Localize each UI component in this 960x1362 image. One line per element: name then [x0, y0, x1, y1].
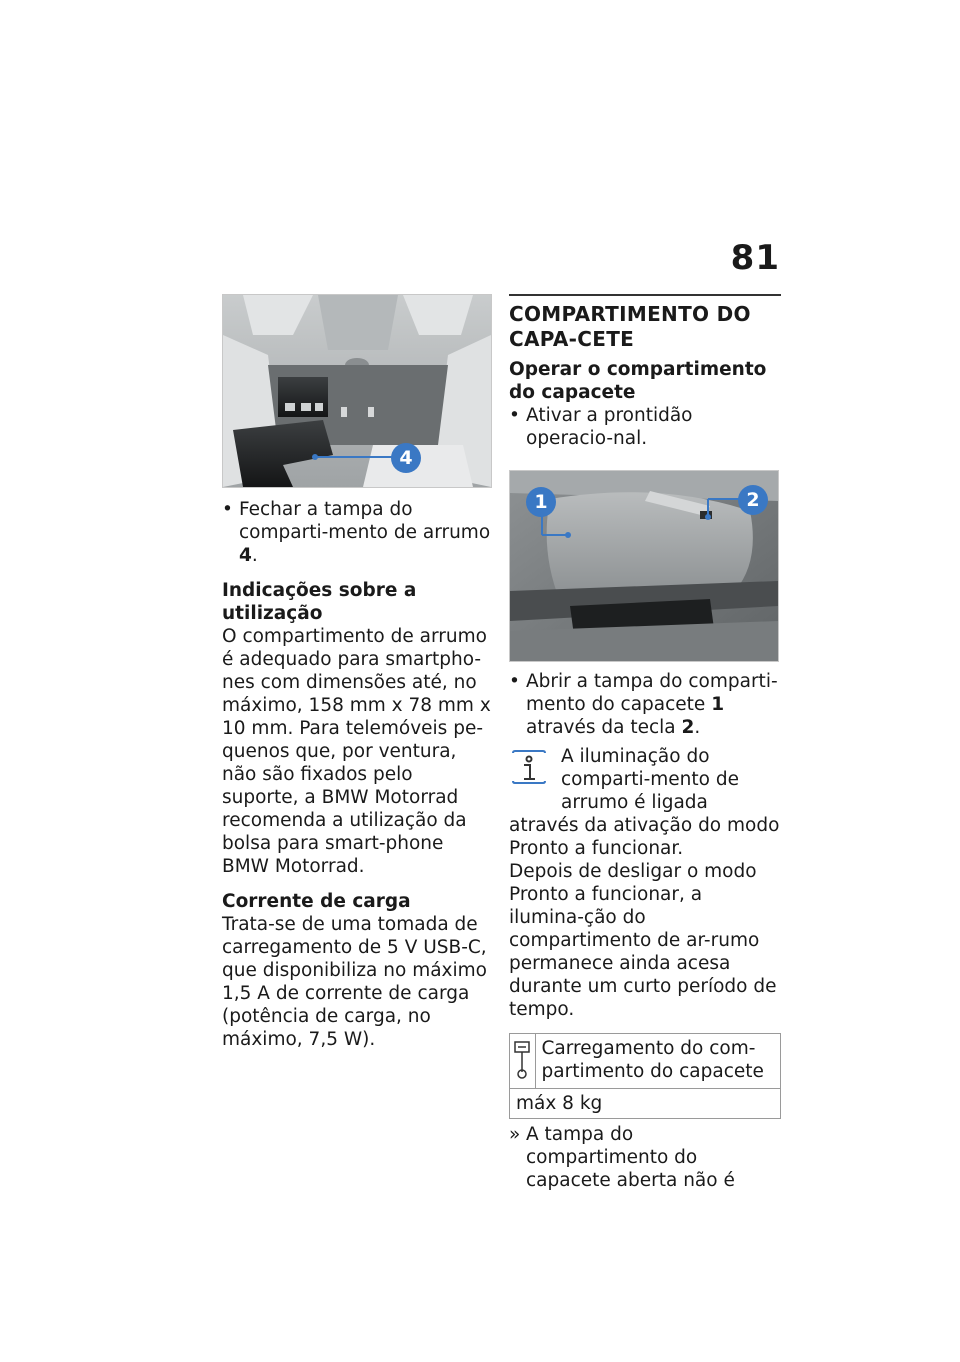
storage-compartment-illustration	[223, 295, 491, 487]
right-column	[509, 294, 781, 1192]
section-title: COMPARTIMENTO DO CAPA-CETE	[509, 294, 781, 352]
storage-compartment-figure	[222, 294, 492, 488]
note-text-rest: através da ativação do modo Pronto a funcionar.	[509, 815, 780, 859]
paragraph-usage: O compartimento de arrumo é adequado para smartpho-nes com dimensões até, no máximo, 158 mm x 78 mm x 10 mm. Para telemóveis pe-quenos que, por ventura, não são fixados pelo suporte, a BMW Motorrad recomenda a utilização da bolsa para smart-phone BMW Motorrad.	[222, 626, 491, 877]
callout-1: 1	[526, 487, 556, 517]
heading-charging-current: Corrente de carga	[222, 891, 411, 912]
heading-usage-notes: Indicações sobre a utilização	[222, 580, 417, 624]
info-note	[509, 745, 781, 1021]
helmet-compartment-figure	[509, 470, 779, 662]
info-icon	[509, 747, 549, 787]
left-column	[222, 294, 492, 1051]
spec-title: Carregamento do com-partimento do capacete	[541, 1038, 764, 1082]
callout-4: 4	[391, 443, 421, 473]
subheading-operate: Operar o compartimento do capacete	[509, 359, 767, 403]
page-number: 81	[730, 238, 780, 278]
paragraph-charging: Trata-se de uma tomada de carregamento de 5 V USB-C, que disponibiliza no máximo 1,5 A de corrente de carga (potência de carga, no máximo, 7,5 W).	[222, 914, 487, 1050]
bullet-open-lid: • Abrir a tampa do comparti-mento do capacete 1 através da tecla 2.	[509, 670, 781, 739]
bullet-close-lid: • Fechar a tampa do comparti-mento de arrumo 4.	[222, 498, 492, 567]
spec-value: máx 8 kg	[516, 1093, 603, 1114]
bullet-lid-warning: » A tampa do compartimento do capacete aberta não é	[509, 1123, 781, 1192]
bullet-activate: • Ativar a prontidão operacio-nal.	[509, 404, 781, 450]
weight-load-icon	[512, 1040, 532, 1080]
note-text-first: A iluminação do comparti-mento de arrumo é ligada	[561, 746, 739, 813]
spec-table-load	[509, 1033, 781, 1119]
callout-2: 2	[738, 485, 768, 515]
note-text-para2: Depois de desligar o modo Pronto a funcionar, a ilumina-ção do compartimento de ar-rumo permanece ainda acesa durante um curto período de tempo.	[509, 861, 777, 1020]
